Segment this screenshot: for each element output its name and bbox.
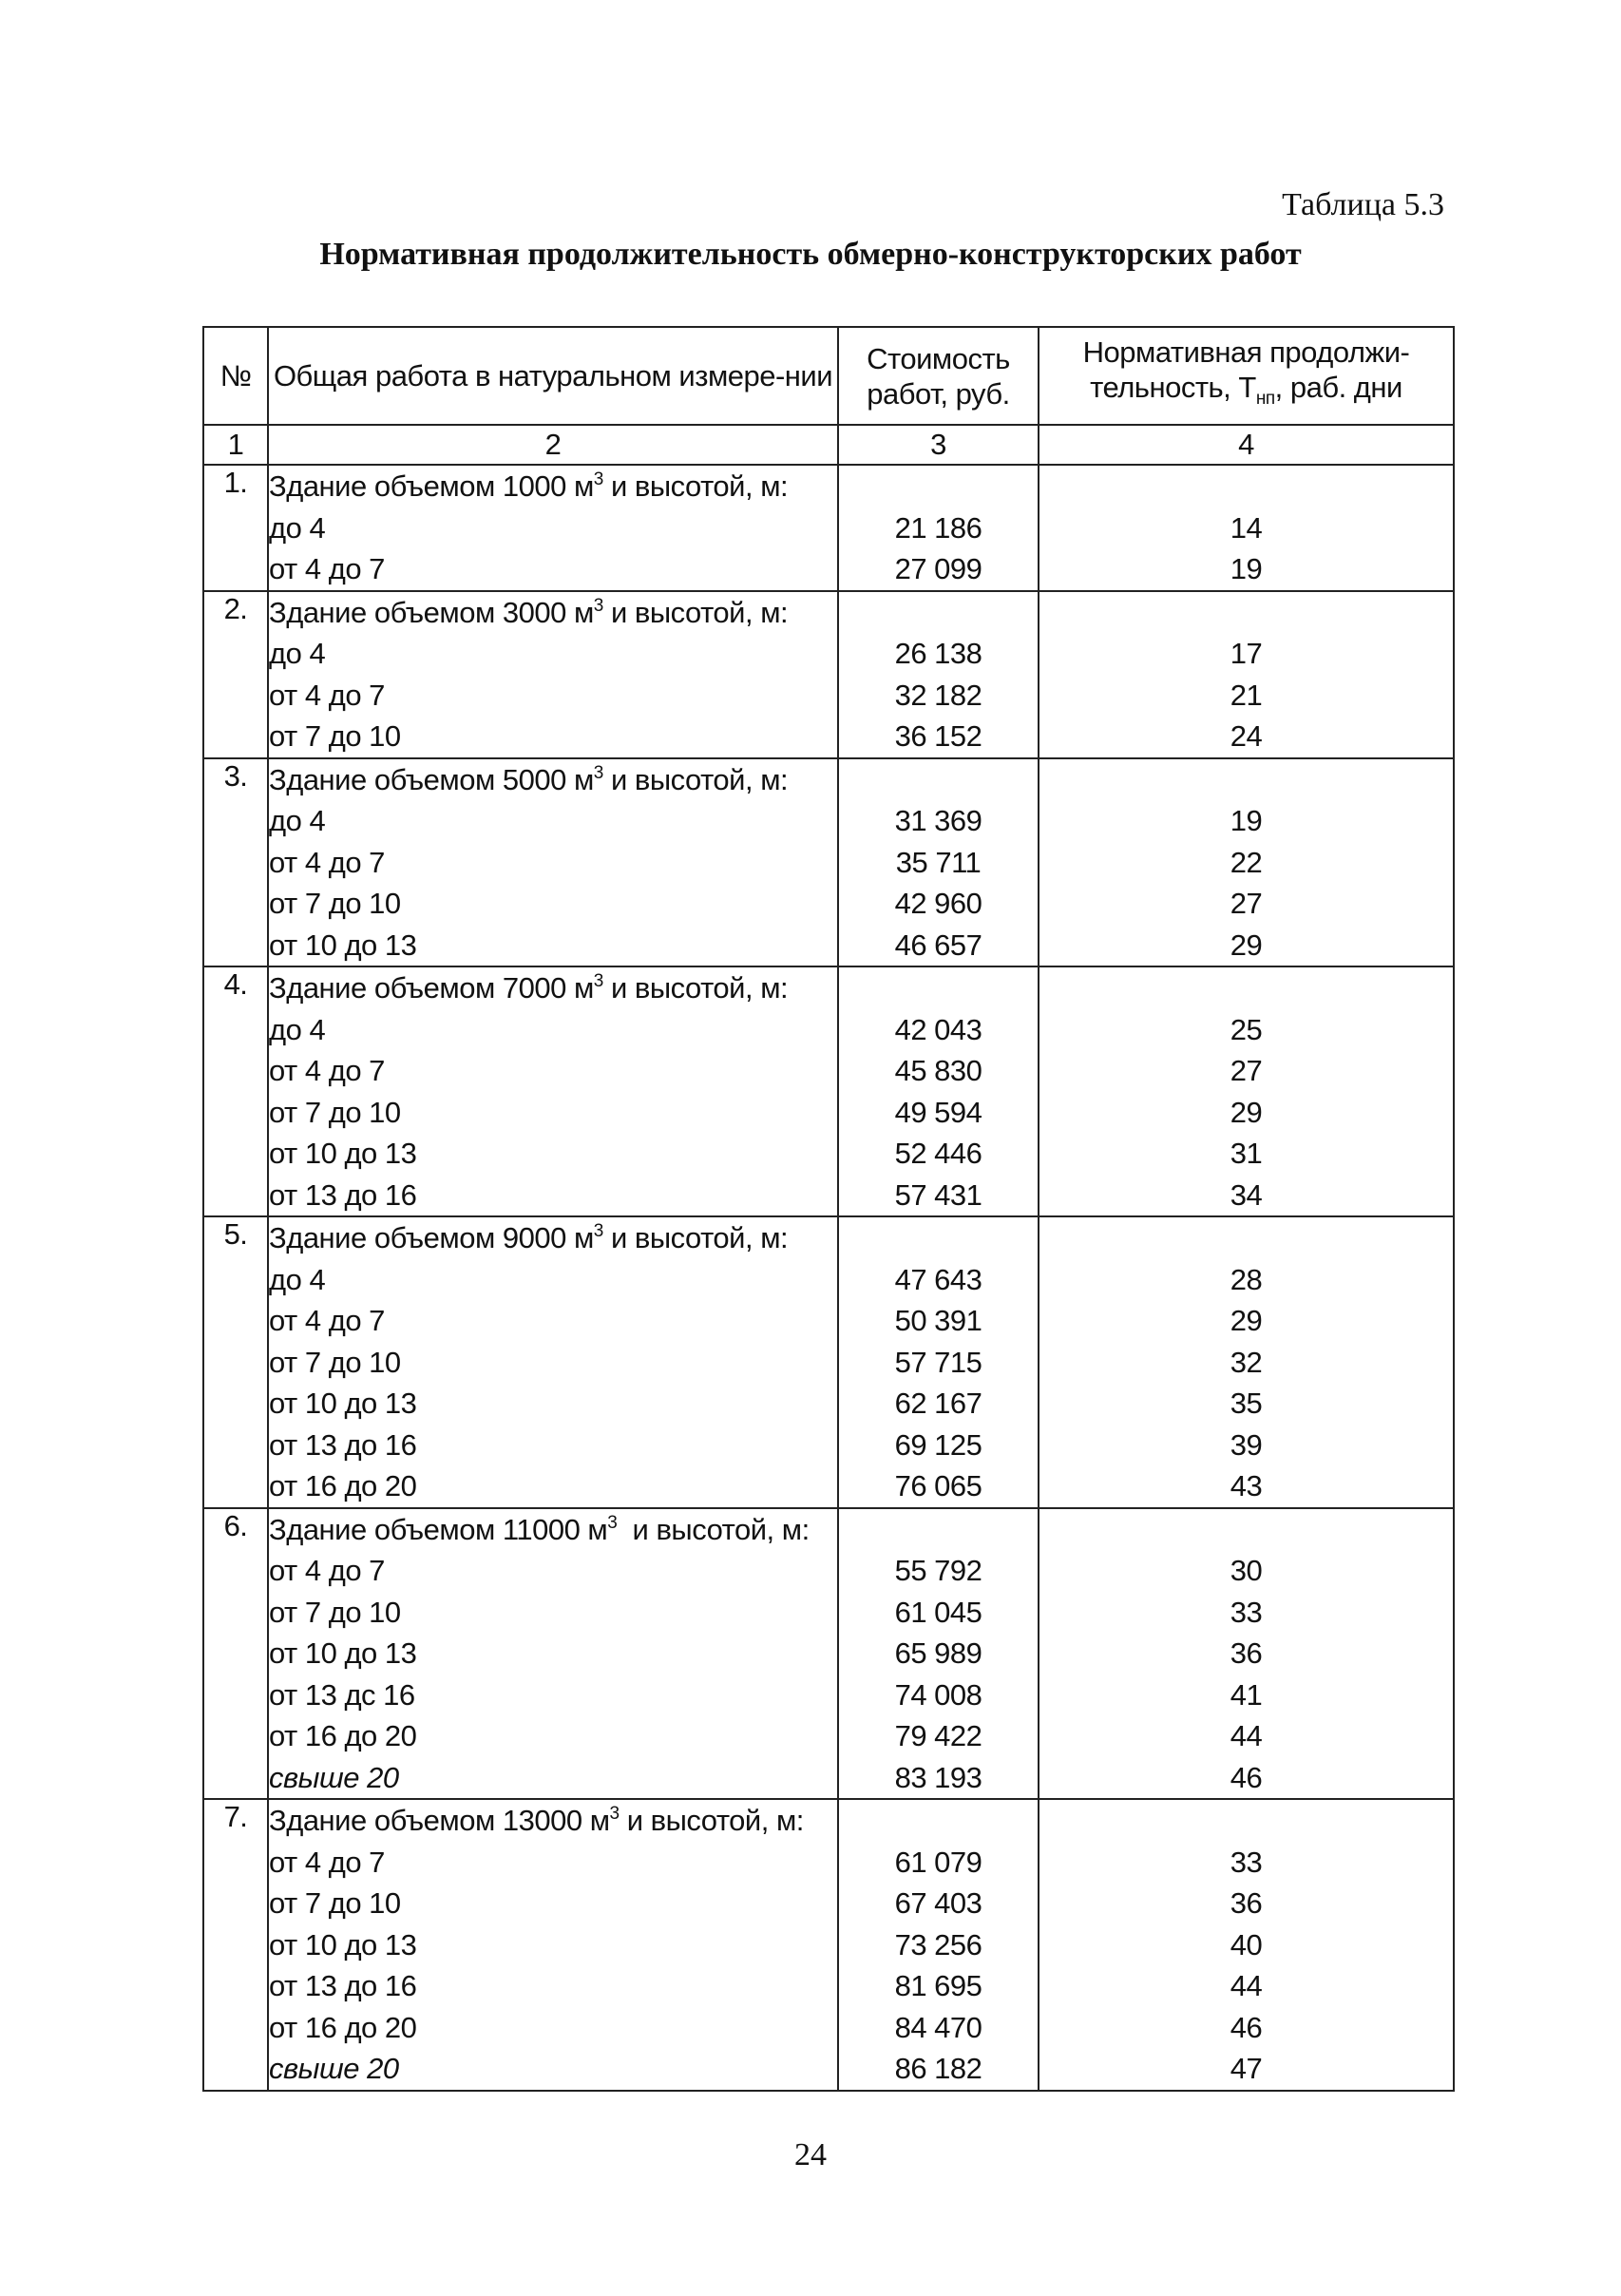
height-range-label: от 7 до 10: [269, 1886, 401, 1920]
cost-cell: [838, 758, 1039, 967]
cost-value: 26 138: [894, 637, 982, 670]
cost-value: 74 008: [894, 1677, 982, 1712]
building-title-text: Здание объемом 11000 м: [269, 1512, 608, 1546]
duration-value: 29: [1230, 1095, 1263, 1129]
duration-value: 34: [1230, 1177, 1263, 1212]
duration-value: 36: [1230, 1886, 1263, 1920]
building-title-text: Здание объемом 7000 м: [269, 971, 594, 1004]
duration-value: 24: [1230, 719, 1263, 753]
building-title-tail: и высотой, м:: [602, 469, 789, 503]
blank-line: [1039, 592, 1453, 634]
height-range-label: от 7 до 10: [269, 1345, 401, 1379]
blank-line: [839, 592, 1038, 634]
duration-value: 33: [1230, 1845, 1263, 1879]
page-title: Нормативная продолжительность обмерно-конструкторских работ: [319, 237, 1302, 272]
work-description: [268, 758, 838, 967]
duration-value: 44: [1230, 1969, 1263, 2002]
building-title-text: Здание объемом 13000 м: [269, 1804, 610, 1837]
duration-cell: [1039, 758, 1454, 967]
building-title-tail: и высотой, м:: [602, 971, 789, 1004]
table-row: [203, 1799, 1454, 2091]
building-title-text: Здание объемом 1000 м: [269, 469, 594, 503]
height-range-label: свыше 20: [269, 1760, 399, 1794]
cost-value: 62 167: [894, 1387, 982, 1420]
blank-line: [1039, 1217, 1453, 1259]
duration-cell: [1039, 1508, 1454, 1800]
height-range-label: от 16 до 20: [269, 1469, 417, 1502]
height-range-label: от 7 до 10: [269, 887, 401, 920]
blank-line: [1039, 967, 1453, 1009]
cubic-superscript: 3: [607, 1512, 618, 1533]
cost-cell: [838, 591, 1039, 758]
building-title: [269, 1217, 837, 1259]
duration-value: 31: [1230, 1137, 1263, 1170]
cost-value: 49 594: [894, 1095, 982, 1129]
cubic-superscript: 3: [593, 1221, 603, 1241]
duration-value: 30: [1230, 1554, 1263, 1587]
column-number: 3: [838, 425, 1039, 465]
column-header-duration-text: Нормативная продолжи-тельность, $Т_{нп}$, раб. дни: [1082, 335, 1410, 410]
column-header-work: Общая работа в натуральном измере-нии: [268, 327, 838, 425]
duration-value: 46: [1230, 2010, 1263, 2044]
height-range-label: от 16 до 20: [269, 1719, 417, 1752]
blank-line: [1039, 1509, 1453, 1551]
duration-value: 21: [1230, 678, 1263, 712]
blank-line: [839, 1800, 1038, 1842]
duration-value: 19: [1230, 552, 1263, 585]
column-number: 1: [203, 425, 268, 465]
height-range-label: от 4 до 7: [269, 845, 385, 879]
height-range-label: до 4: [269, 510, 326, 545]
blank-line: [839, 1217, 1038, 1259]
height-range-label: от 10 до 13: [269, 1387, 417, 1420]
cost-value: 50 391: [894, 1304, 982, 1337]
blank-line: [839, 466, 1038, 507]
height-range-label: от 13 до 16: [269, 1969, 417, 2002]
duration-value: 39: [1230, 1427, 1263, 1462]
duration-value: 33: [1230, 1595, 1263, 1629]
work-description: [268, 1799, 838, 2091]
row-number: 2.: [203, 591, 268, 758]
cost-cell: [838, 465, 1039, 591]
blank-line: [839, 759, 1038, 801]
duration-cell: [1039, 966, 1454, 1216]
height-range-label: от 13 дс 16: [269, 1677, 415, 1712]
height-range-label: от 7 до 10: [269, 719, 401, 753]
height-range-label: до 4: [269, 1262, 326, 1296]
cost-cell: [838, 966, 1039, 1216]
cost-value: 79 422: [894, 1719, 982, 1752]
height-range-label: от 7 до 10: [269, 1095, 401, 1129]
work-description: [268, 1216, 838, 1508]
duration-value: 29: [1230, 1304, 1263, 1337]
cost-value: 46 657: [894, 928, 982, 962]
cost-cell: [838, 1508, 1039, 1800]
height-range-label: свыше 20: [269, 2052, 399, 2085]
building-title-text: Здание объемом 3000 м: [269, 595, 594, 629]
table-row: [203, 1216, 1454, 1508]
building-title-tail: и высотой, м:: [602, 595, 789, 629]
row-number: 7.: [203, 1799, 268, 2091]
building-title: [269, 466, 837, 507]
row-number: 6.: [203, 1508, 268, 1800]
height-range-label: от 4 до 7: [269, 1054, 385, 1087]
cost-value: 47 643: [894, 1262, 982, 1296]
cost-value: 86 182: [894, 2052, 982, 2085]
cubic-superscript: 3: [593, 595, 603, 616]
column-header-duration: [1039, 327, 1454, 425]
cost-value: 57 715: [894, 1345, 982, 1379]
height-range-label: от 10 до 13: [269, 1927, 417, 1961]
duration-value: 22: [1230, 845, 1263, 879]
duration-value: 27: [1230, 887, 1263, 920]
height-range-label: от 10 до 13: [269, 1137, 417, 1170]
blank-line: [839, 1509, 1038, 1551]
cost-value: 42 960: [894, 887, 982, 920]
work-description: [268, 465, 838, 591]
row-number: 4.: [203, 966, 268, 1216]
height-range-label: от 10 до 13: [269, 928, 417, 962]
cost-value: 52 446: [894, 1137, 982, 1170]
building-title: [269, 1509, 837, 1551]
height-range-label: до 4: [269, 1012, 326, 1046]
cost-value: 73 256: [894, 1927, 982, 1961]
work-description: [268, 966, 838, 1216]
cost-value: 45 830: [894, 1054, 982, 1087]
cost-value: 83 193: [894, 1760, 982, 1794]
duration-value: 36: [1230, 1636, 1263, 1670]
duration-value: 40: [1230, 1927, 1263, 1961]
cost-value: 69 125: [894, 1427, 982, 1462]
table-row: [203, 465, 1454, 591]
height-range-label: от 13 до 16: [269, 1427, 417, 1462]
cost-value: 67 403: [894, 1886, 982, 1920]
building-title-tail: и высотой, м:: [619, 1804, 804, 1837]
duration-value: 27: [1230, 1054, 1263, 1087]
duration-cell: [1039, 591, 1454, 758]
cost-value: 76 065: [894, 1469, 982, 1502]
height-range-label: до 4: [269, 637, 326, 670]
cost-value: 21 186: [894, 510, 982, 545]
cost-value: 61 045: [894, 1595, 982, 1629]
building-title-tail: и высотой, м:: [602, 762, 789, 796]
cubic-superscript: 3: [593, 762, 603, 783]
cost-value: 61 079: [894, 1845, 982, 1879]
column-header-cost: Стоимость работ, руб.: [838, 327, 1039, 425]
blank-line: [1039, 759, 1453, 801]
duration-value: 29: [1230, 928, 1263, 962]
cubic-superscript: 3: [593, 971, 603, 991]
duration-cell: [1039, 465, 1454, 591]
height-range-label: до 4: [269, 804, 326, 837]
duration-value: 17: [1230, 637, 1263, 670]
height-range-label: от 13 до 16: [269, 1177, 417, 1212]
column-number: 2: [268, 425, 838, 465]
height-range-label: от 4 до 7: [269, 678, 385, 712]
work-description: [268, 591, 838, 758]
table-header-row: [203, 327, 1454, 425]
table-row: [203, 758, 1454, 967]
cost-value: 32 182: [894, 678, 982, 712]
table-row: [203, 1508, 1454, 1800]
duration-cell: [1039, 1216, 1454, 1508]
blank-line: [1039, 1800, 1453, 1842]
cost-cell: [838, 1799, 1039, 2091]
cost-value: 57 431: [894, 1177, 982, 1212]
cost-value: 65 989: [894, 1636, 982, 1670]
table-row: [203, 591, 1454, 758]
cost-value: 35 711: [895, 845, 982, 879]
column-number: 4: [1039, 425, 1454, 465]
building-title-tail: и высотой, м:: [602, 1221, 789, 1254]
column-header-number: №: [203, 327, 268, 425]
cost-value: 27 099: [894, 552, 982, 585]
duration-value: 47: [1230, 2052, 1263, 2085]
duration-value: 25: [1230, 1012, 1263, 1046]
height-range-label: от 16 до 20: [269, 2010, 417, 2044]
building-title: [269, 1800, 837, 1842]
cost-value: 84 470: [894, 2010, 982, 2044]
duration-cell: [1039, 1799, 1454, 2091]
height-range-label: от 4 до 7: [269, 1554, 385, 1587]
table-body: [203, 425, 1454, 2091]
cost-value: 36 152: [894, 719, 982, 753]
cost-value: 81 695: [894, 1969, 982, 2002]
cubic-superscript: 3: [593, 469, 603, 489]
column-numbers-row: [203, 425, 1454, 465]
cost-value: 42 043: [894, 1012, 982, 1046]
duration-value: 41: [1230, 1677, 1263, 1712]
height-range-label: от 7 до 10: [269, 1595, 401, 1629]
cubic-superscript: 3: [609, 1804, 620, 1824]
cost-value: 55 792: [894, 1554, 982, 1587]
building-title-tail: и высотой, м:: [617, 1512, 810, 1546]
row-number: 1.: [203, 465, 268, 591]
blank-line: [1039, 466, 1453, 507]
duration-value: 19: [1230, 804, 1263, 837]
duration-value: 44: [1230, 1719, 1263, 1752]
duration-value: 35: [1230, 1387, 1263, 1420]
table-reference: Таблица 5.3: [1282, 187, 1444, 222]
page-number: 24: [794, 2137, 827, 2172]
row-number: 3.: [203, 758, 268, 967]
height-range-label: от 10 до 13: [269, 1636, 417, 1670]
duration-value: 28: [1230, 1262, 1263, 1296]
building-title: [269, 759, 837, 801]
building-title: [269, 592, 837, 634]
building-title: [269, 967, 837, 1009]
table-row: [203, 966, 1454, 1216]
cost-value: 31 369: [894, 804, 982, 837]
row-number: 5.: [203, 1216, 268, 1508]
work-description: [268, 1508, 838, 1800]
cost-cell: [838, 1216, 1039, 1508]
height-range-label: от 4 до 7: [269, 552, 385, 585]
building-title-text: Здание объемом 5000 м: [269, 762, 594, 796]
duration-value: 14: [1230, 510, 1263, 545]
duration-value: 43: [1230, 1469, 1263, 1502]
height-range-label: от 4 до 7: [269, 1845, 385, 1879]
norms-table: [202, 326, 1455, 2092]
duration-value: 46: [1230, 1760, 1263, 1794]
building-title-text: Здание объемом 9000 м: [269, 1221, 594, 1254]
height-range-label: от 4 до 7: [269, 1304, 385, 1337]
duration-value: 32: [1230, 1345, 1263, 1379]
blank-line: [839, 967, 1038, 1009]
